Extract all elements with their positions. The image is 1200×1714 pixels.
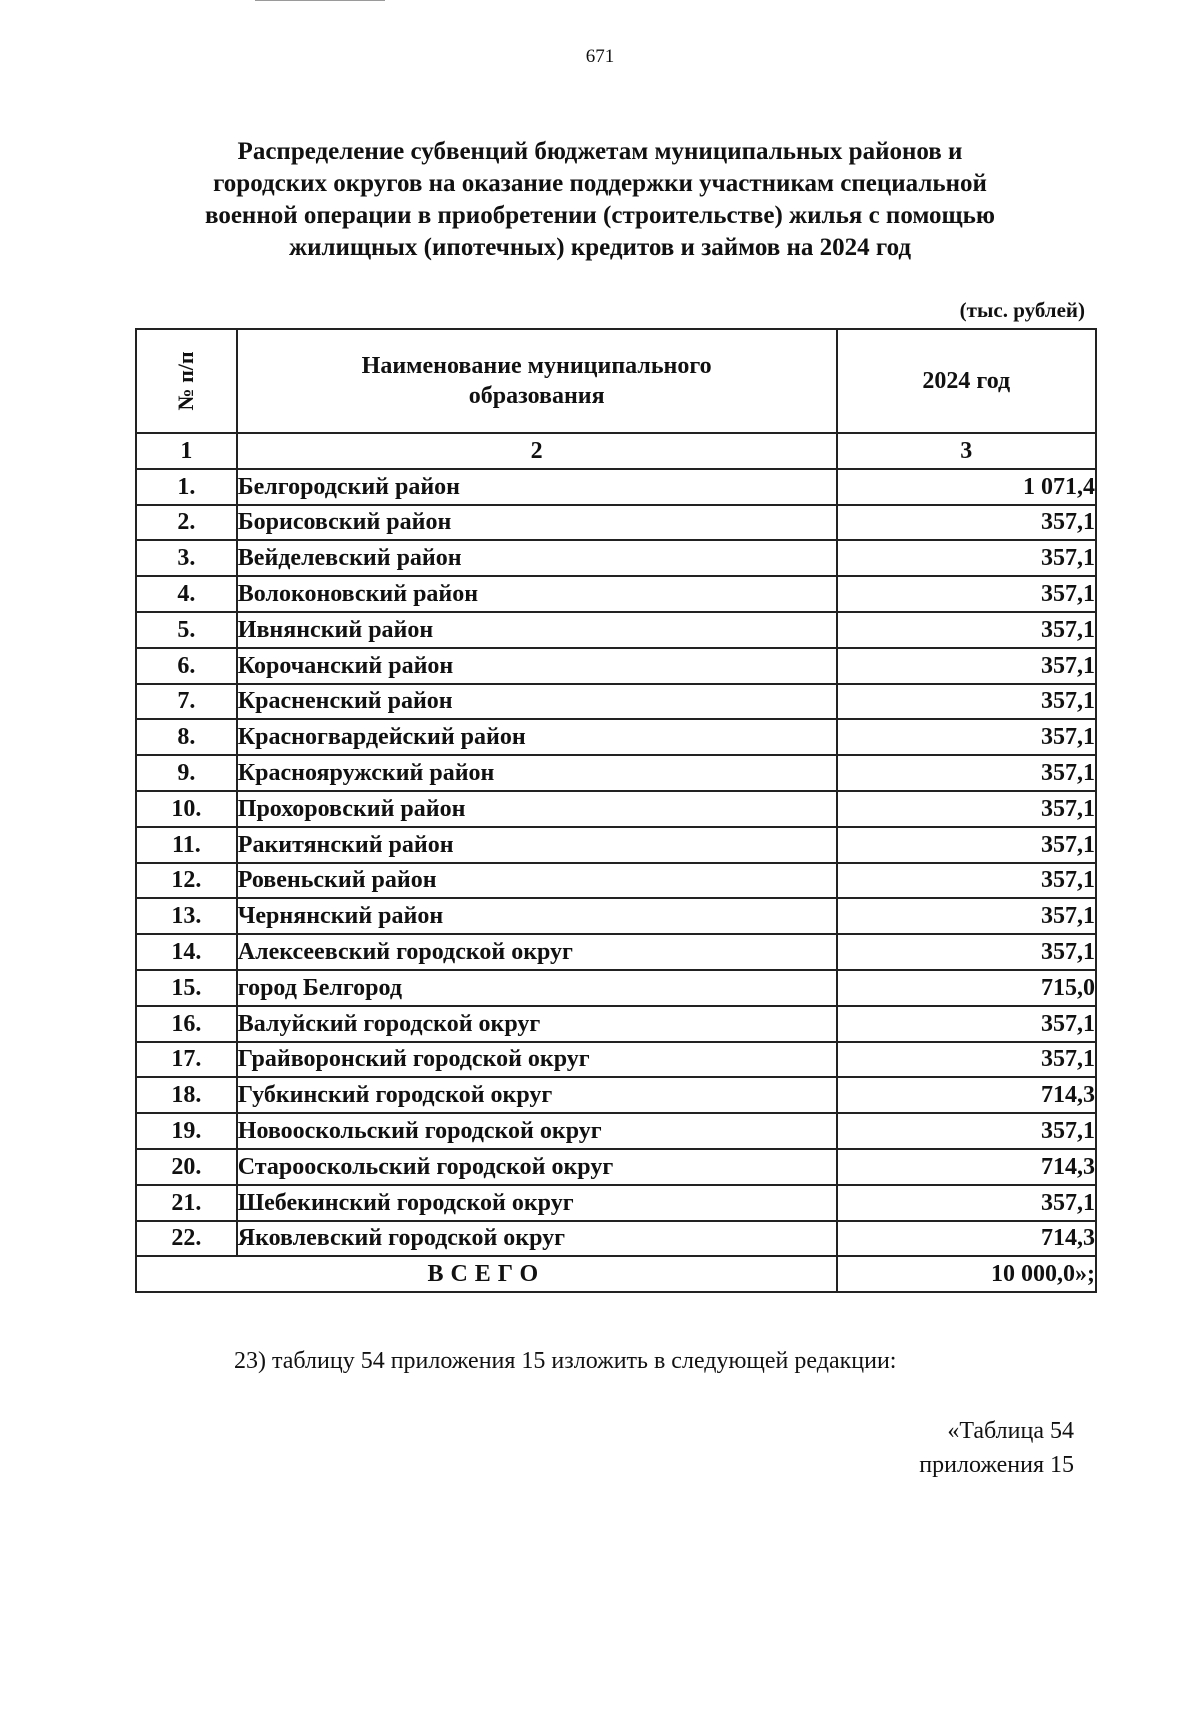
subvention-table [135,328,1097,1293]
row-number: 16. [136,1006,237,1042]
table-row [136,934,1096,970]
table-row [136,898,1096,934]
row-name: Вейделевский район [237,540,837,576]
header-num-cell [136,329,237,433]
row-value: 357,1 [837,1006,1096,1042]
row-number: 10. [136,791,237,827]
table-row [136,1042,1096,1078]
row-number: 19. [136,1113,237,1149]
row-value: 357,1 [837,719,1096,755]
header-name-line-1: Наименование муниципального [361,353,712,379]
header-name-line-2: образования [468,383,605,409]
table-body [136,469,1096,1257]
table-row [136,1149,1096,1185]
table-row [136,612,1096,648]
column-index-2: 2 [237,433,837,469]
row-number: 9. [136,755,237,791]
title-line-1: Распределение субвенций бюджетам муниципальных районов и [237,138,963,165]
row-value: 357,1 [837,755,1096,791]
row-name: Ракитянский район [237,827,837,863]
row-name: Прохоровский район [237,791,837,827]
row-name: Шебекинский городской округ [237,1185,837,1221]
header-name-cell [237,329,837,433]
row-name: Белгородский район [237,469,837,505]
row-number: 5. [136,612,237,648]
row-value: 357,1 [837,1042,1096,1078]
row-name: Чернянский район [237,898,837,934]
total-label: ВСЕГО [136,1256,837,1292]
table-row [136,505,1096,541]
row-value: 714,3 [837,1077,1096,1113]
table-row [136,648,1096,684]
table-row [136,576,1096,612]
table-row [136,1006,1096,1042]
row-name: Ивнянский район [237,612,837,648]
row-number: 11. [136,827,237,863]
row-value: 714,3 [837,1149,1096,1185]
row-name: Яковлевский городской округ [237,1221,837,1257]
row-value: 357,1 [837,684,1096,720]
row-value: 357,1 [837,863,1096,899]
row-name: Краснояружский район [237,755,837,791]
row-value: 357,1 [837,612,1096,648]
title-line-2: городских округов на оказание поддержки участникам специальной [213,170,987,197]
row-number: 6. [136,648,237,684]
table-reference-line-2: приложения 15 [919,1452,1074,1478]
column-index-row [136,433,1096,469]
table-row [136,863,1096,899]
row-number: 18. [136,1077,237,1113]
row-value: 357,1 [837,540,1096,576]
row-value: 357,1 [837,791,1096,827]
table-row [136,827,1096,863]
row-value: 357,1 [837,1113,1096,1149]
row-name: Борисовский район [237,505,837,541]
table-row [136,719,1096,755]
row-name: Старооскольский городской округ [237,1149,837,1185]
table-row [136,755,1096,791]
total-row [136,1256,1096,1292]
table-row [136,540,1096,576]
column-index-1: 1 [136,433,237,469]
row-value: 357,1 [837,576,1096,612]
row-value: 357,1 [837,898,1096,934]
row-value: 357,1 [837,648,1096,684]
row-number: 3. [136,540,237,576]
table-row [136,684,1096,720]
row-number: 8. [136,719,237,755]
scan-artifact-line [255,0,385,1]
units-note: (тыс. рублей) [959,298,1085,322]
row-name: Корочанский район [237,648,837,684]
row-number: 4. [136,576,237,612]
total-value: 10 000,0»; [837,1256,1096,1292]
row-name: Новооскольский городской округ [237,1113,837,1149]
row-value: 357,1 [837,934,1096,970]
header-num-label: № п/п [173,351,199,411]
table-row [136,791,1096,827]
row-value: 1 071,4 [837,469,1096,505]
row-number: 15. [136,970,237,1006]
table-row [136,1185,1096,1221]
table-row [136,1221,1096,1257]
table-reference-line-1: «Таблица 54 [947,1418,1074,1444]
document-title [150,136,1050,264]
row-name: Грайворонский городской округ [237,1042,837,1078]
table-row [136,469,1096,505]
table-reference [919,1414,1074,1482]
header-year-cell: 2024 год [837,329,1096,433]
row-value: 357,1 [837,827,1096,863]
table-row [136,1077,1096,1113]
row-value: 715,0 [837,970,1096,1006]
row-number: 17. [136,1042,237,1078]
row-name: Валуйский городской округ [237,1006,837,1042]
row-value: 357,1 [837,1185,1096,1221]
row-value: 714,3 [837,1221,1096,1257]
row-number: 22. [136,1221,237,1257]
table-row [136,1113,1096,1149]
page-number: 671 [585,46,615,67]
row-name: Губкинский городской округ [237,1077,837,1113]
row-number: 13. [136,898,237,934]
row-name: Ровеньский район [237,863,837,899]
table-header-row [136,329,1096,433]
row-name: Алексеевский городской округ [237,934,837,970]
row-value: 357,1 [837,505,1096,541]
row-number: 1. [136,469,237,505]
row-name: Красногвардейский район [237,719,837,755]
row-name: Волоконовский район [237,576,837,612]
title-line-3: военной операции в приобретении (строительстве) жилья с помощью [204,202,995,229]
row-name: Красненский район [237,684,837,720]
row-number: 21. [136,1185,237,1221]
row-name: город Белгород [237,970,837,1006]
title-line-4: жилищных (ипотечных) кредитов и займов на 2024 год [288,234,912,261]
column-index-3: 3 [837,433,1096,469]
amendment-instruction: 23) таблицу 54 приложения 15 изложить в следующей редакции: [234,1348,897,1374]
row-number: 2. [136,505,237,541]
row-number: 7. [136,684,237,720]
row-number: 14. [136,934,237,970]
table-row [136,970,1096,1006]
row-number: 20. [136,1149,237,1185]
row-number: 12. [136,863,237,899]
